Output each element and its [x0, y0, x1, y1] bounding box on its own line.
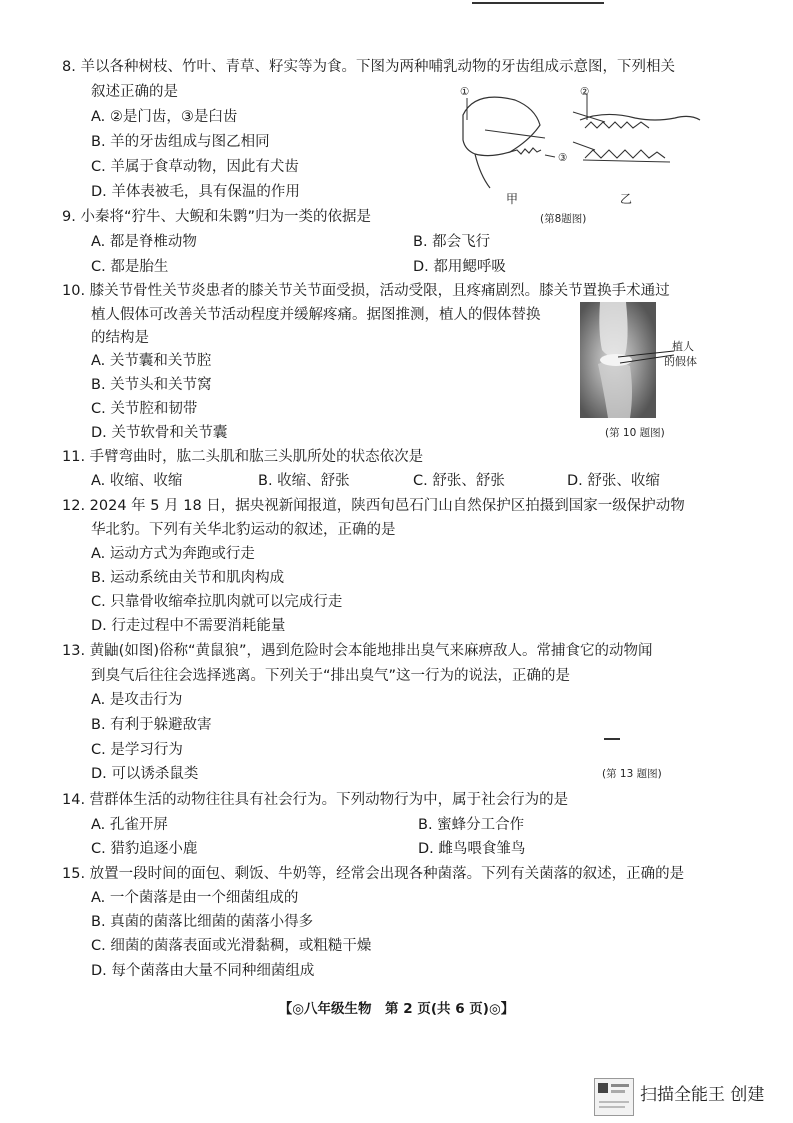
q13-stem-cont: 到臭气后往往会选择逃离。下列关于“排出臭气”这一行为的说法，正确的是 — [91, 668, 571, 684]
q8-fig-label-jia: 甲 — [506, 192, 519, 206]
q10-fig-label-2: 的假体 — [664, 355, 697, 368]
q15-option-d: D. 每个菌落由大量不同种细菌组成 — [91, 963, 315, 979]
q9-option-c: C. 都是胎生 — [91, 259, 169, 275]
q8-teeth-figure — [455, 80, 715, 205]
q10-stem-cont: 植人假体可改善关节活动程度并缓解疼痛。据图推测，植人的假体替换 — [91, 307, 541, 323]
q12-option-c: C. 只靠骨收缩牵拉肌肉就可以完成行走 — [91, 594, 343, 610]
q8-option-a: A. ②是门齿，③是臼齿 — [91, 109, 238, 125]
q9-option-d: D. 都用鳃呼吸 — [413, 259, 506, 275]
q10-option-d: D. 关节软骨和关节囊 — [91, 425, 228, 441]
q8-mark-2: ② — [580, 86, 590, 98]
q8-option-c: C. 羊属于食草动物，因此有犬齿 — [91, 159, 299, 175]
q10-fig-label-1: 植人 — [672, 340, 694, 353]
q11-option-b: B. 收缩、舒张 — [258, 473, 350, 489]
q9-option-a: A. 都是脊椎动物 — [91, 234, 197, 250]
q13-option-d: D. 可以诱杀鼠类 — [91, 766, 199, 782]
page-footer: 【◎八年级生物 第 2 页(共 6 页)◎】 — [278, 1001, 515, 1017]
q9-option-b: B. 都会飞行 — [413, 234, 491, 250]
q13-stem: 13. 黄鼬(如图)俗称“黄鼠狼”，遇到危险时会本能地排出臭气来麻痹敌人。常捕食它的动物闻 — [62, 643, 653, 659]
q14-option-c: C. 猎豹追逐小鹿 — [91, 841, 198, 857]
q15-option-c: C. 细菌的菌落表面或光滑黏稠，或粗糙干燥 — [91, 938, 372, 954]
q14-option-d: D. 雌鸟喂食雏鸟 — [418, 841, 526, 857]
q13-option-c: C. 是学习行为 — [91, 742, 183, 758]
q10-option-a: A. 关节囊和关节腔 — [91, 353, 212, 369]
q12-stem-cont: 华北豹。下列有关华北豹运动的叙述，正确的是 — [91, 522, 396, 538]
q10-fig-caption: (第 10 题图) — [605, 427, 665, 439]
q11-option-a: A. 收缩、收缩 — [91, 473, 183, 489]
scanner-app-icon — [594, 1078, 634, 1116]
q15-stem: 15. 放置一段时间的面包、剩饭、牛奶等，经常会出现各种菌落。下列有关菌落的叙述，正确的是 — [62, 866, 685, 882]
q8-fig-caption: (第8题图) — [540, 213, 587, 225]
q8-mark-1: ① — [460, 86, 470, 98]
q13-fig-caption: (第 13 题图) — [602, 768, 662, 780]
top-rule — [472, 2, 604, 4]
q12-stem: 12. 2024 年 5 月 18 日，据央视新闻报道，陕西旬邑石门山自然保护区拍摄到国家一级保护动物 — [62, 498, 685, 514]
q8-option-d: D. 羊体表被毛，具有保温的作用 — [91, 184, 300, 200]
q14-option-a: A. 孔雀开屏 — [91, 817, 168, 833]
q11-stem: 11. 手臂弯曲时，肱二头肌和肱三头肌所处的状态依次是 — [62, 449, 424, 465]
q12-option-d: D. 行走过程中不需要消耗能量 — [91, 618, 286, 634]
q15-option-a: A. 一个菌落是由一个细菌组成的 — [91, 890, 299, 906]
q12-option-a: A. 运动方式为奔跑或行走 — [91, 546, 255, 562]
q10-stem: 10. 膝关节骨性关节炎患者的膝关节关节面受损，活动受限，且疼痛剧烈。膝关节置换手术通过 — [62, 283, 670, 299]
q8-stem: 8. 羊以各种树枝、竹叶、青草、籽实等为食。下图为两种哺乳动物的牙齿组成示意图，下列相关 — [62, 59, 675, 75]
scanner-watermark: 扫描全能王 创建 — [640, 1085, 765, 1105]
q14-option-b: B. 蜜蜂分工合作 — [418, 817, 525, 833]
q10-option-c: C. 关节腔和韧带 — [91, 401, 198, 417]
q13-option-b: B. 有利于躲避敌害 — [91, 717, 212, 733]
q11-option-d: D. 舒张、收缩 — [567, 473, 660, 489]
q10-option-b: B. 关节头和关节窝 — [91, 377, 212, 393]
q8-stem-cont: 叙述正确的是 — [91, 84, 178, 100]
q14-stem: 14. 营群体生活的动物往往具有社会行为。下列动物行为中，属于社会行为的是 — [62, 792, 569, 808]
q8-mark-3: ③ — [558, 152, 568, 164]
q8-option-b: B. 羊的牙齿组成与图乙相同 — [91, 134, 270, 150]
q13-figure-mark — [604, 738, 620, 740]
q11-option-c: C. 舒张、舒张 — [413, 473, 505, 489]
q15-option-b: B. 真菌的菌落比细菌的菌落小得多 — [91, 914, 314, 930]
q8-fig-label-yi: 乙 — [620, 192, 633, 206]
q9-stem: 9. 小秦将“狞牛、大鲵和朱鹮”归为一类的依据是 — [62, 209, 371, 225]
q13-option-a: A. 是攻击行为 — [91, 692, 183, 708]
q10-stem-cont2: 的结构是 — [91, 330, 149, 346]
q12-option-b: B. 运动系统由关节和肌肉构成 — [91, 570, 285, 586]
